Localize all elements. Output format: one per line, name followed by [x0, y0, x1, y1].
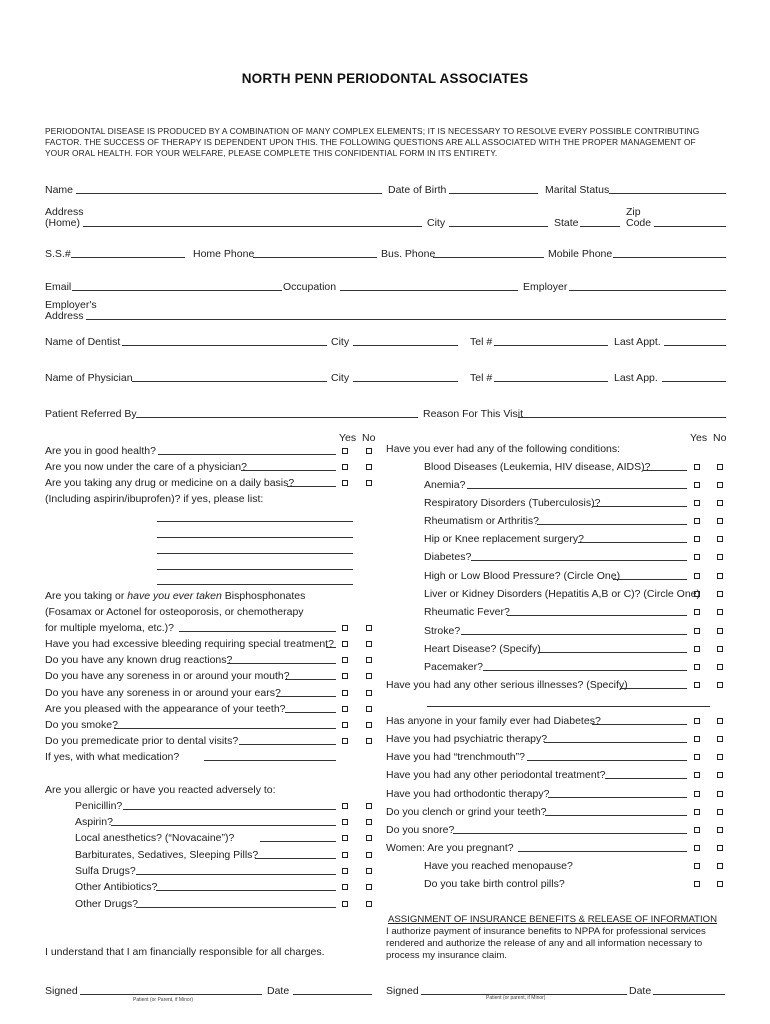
q-conditions: Have you ever had any of the following conditions: [386, 443, 621, 455]
q-orthodontic-yes-checkbox[interactable] [694, 791, 700, 797]
q-serious-illness: Have you had any other serious illnesses? (Specify) [386, 679, 628, 691]
dentist-line[interactable] [122, 345, 327, 346]
q-bisphosphonates-2: (Fosamax or Actonel for osteoporosis, or chemotherapy [45, 606, 304, 618]
q-liver-kidney-yes-checkbox[interactable] [694, 591, 700, 597]
physician-city-label: City [331, 372, 350, 384]
q-snore-no-checkbox[interactable] [717, 827, 723, 833]
dentist-label: Name of Dentist [45, 336, 121, 348]
q-good-health: Are you in good health? [45, 445, 156, 457]
q-good-health-no-checkbox[interactable] [366, 448, 372, 454]
q-blood-diseases-no-checkbox[interactable] [717, 464, 723, 470]
med-list-line-2[interactable] [157, 537, 353, 538]
intro-line-1: PERIODONTAL DISEASE IS PRODUCED BY A COMBINATION OF MANY COMPLEX ELEMENTS; IT IS NECESSARY TO RESOLVE EVERY POSSIBLE CONTRIBUTING [45, 126, 700, 136]
city-label: City [427, 217, 446, 229]
q-diabetes-no-checkbox[interactable] [717, 554, 723, 560]
q-blood-pressure-no-checkbox[interactable] [717, 573, 723, 579]
q-penicillin-no-checkbox[interactable] [366, 803, 372, 809]
q-premedicate-line[interactable] [239, 744, 336, 745]
q-good-health-yes-checkbox[interactable] [342, 448, 348, 454]
q-serious-illness-line[interactable] [620, 688, 687, 689]
q-birth-control-no-checkbox[interactable] [717, 881, 723, 887]
q-penicillin-yes-checkbox[interactable] [342, 803, 348, 809]
referred-line[interactable] [136, 417, 418, 418]
q-blood-pressure: High or Low Blood Pressure? (Circle One) [424, 570, 621, 582]
dentist-tel-line[interactable] [494, 345, 608, 346]
q-heart-disease-no-checkbox[interactable] [717, 646, 723, 652]
assignment-title: ASSIGNMENT OF INSURANCE BENEFITS & RELEASE OF INFORMATION [388, 914, 718, 925]
q-drug-daily: Are you taking any drug or medicine on a daily basis? [45, 477, 295, 489]
q-blood-pressure-line[interactable] [613, 579, 687, 580]
q-menopause-no-checkbox[interactable] [717, 863, 723, 869]
q-psychiatric: Have you had psychiatric therapy? [386, 733, 548, 745]
q-bisphosphonates-line[interactable] [179, 631, 336, 632]
q-other-drugs-no-checkbox[interactable] [366, 901, 372, 907]
email-label: Email [45, 281, 72, 293]
q-antibiotics-no-checkbox[interactable] [366, 884, 372, 890]
q-hip-knee: Hip or Knee replacement surgery? [424, 533, 584, 545]
q-psychiatric-line[interactable] [544, 742, 687, 743]
q-drug-daily-line[interactable] [287, 486, 336, 487]
employer-line[interactable] [569, 290, 726, 291]
q-teeth-appearance-no-checkbox[interactable] [366, 706, 372, 712]
q-menopause-yes-checkbox[interactable] [694, 863, 700, 869]
q-trenchmouth-yes-checkbox[interactable] [694, 754, 700, 760]
home-label: (Home) [45, 217, 81, 229]
intro-line-3: YOUR ORAL HEALTH. FOR YOUR WELFARE, PLEASE COMPLETE THIS CONFIDENTIAL FORM IN ITS ENTIRETY. [45, 148, 498, 158]
q-drug-reactions-no-checkbox[interactable] [366, 657, 372, 663]
q-bleeding-no-checkbox[interactable] [366, 641, 372, 647]
q-smoke-line[interactable] [114, 728, 336, 729]
med-list-line-5[interactable] [157, 584, 353, 585]
q-orthodontic-line[interactable] [548, 797, 687, 798]
left-yes-header: Yes [339, 432, 357, 444]
q-blood-diseases-line[interactable] [643, 470, 687, 471]
q-soreness-ears-yes-checkbox[interactable] [342, 690, 348, 696]
q-hip-knee-yes-checkbox[interactable] [694, 536, 700, 542]
q-bisphosphonates: Are you taking or have you ever taken Bisphosphonates [45, 590, 306, 602]
q-local-anesthetics-line[interactable] [260, 841, 336, 842]
q-blood-pressure-yes-checkbox[interactable] [694, 573, 700, 579]
q-teeth-appearance-yes-checkbox[interactable] [342, 706, 348, 712]
q-rheumatic-fever-line[interactable] [507, 615, 687, 616]
q-rheumatic-fever: Rheumatic Fever? [424, 606, 510, 618]
form-title: NORTH PENN PERIODONTAL ASSOCIATES [241, 71, 529, 86]
right-no-header: No [713, 432, 727, 444]
q-smoke-yes-checkbox[interactable] [342, 722, 348, 728]
q-physician-care-yes-checkbox[interactable] [342, 464, 348, 470]
employer-label: Employer [523, 281, 568, 293]
last-app-line[interactable] [662, 381, 726, 382]
q-good-health-line[interactable] [158, 454, 336, 455]
right-date-label: Date [629, 985, 652, 997]
q-rheumatism-yes-checkbox[interactable] [694, 518, 700, 524]
intro-line-2: FACTOR. THE SUCCESS OF THERAPY IS DEPENDENT UPON THIS. THE FOLLOWING QUESTIONS ARE ALL ASSOCIATED WITH THE PROPER MANAGEMENT OF [45, 137, 696, 147]
q-snore-yes-checkbox[interactable] [694, 827, 700, 833]
physician-city-line[interactable] [353, 381, 458, 382]
q-other-drugs-yes-checkbox[interactable] [342, 901, 348, 907]
q-aspirin-yes-checkbox[interactable] [342, 819, 348, 825]
q-psychiatric-yes-checkbox[interactable] [694, 736, 700, 742]
q-heart-disease-line[interactable] [538, 652, 687, 653]
q-sulfa: Sulfa Drugs? [75, 865, 136, 877]
med-list-line-4[interactable] [157, 569, 353, 570]
q-soreness-mouth-no-checkbox[interactable] [366, 673, 372, 679]
q-aspirin-list: (Including aspirin/ibuprofen)? if yes, please list: [45, 493, 264, 505]
right-patient-note: Patient (or parent, if Minor) [486, 995, 546, 1001]
q-clench-line[interactable] [545, 815, 687, 816]
q-drug-reactions-line[interactable] [227, 663, 336, 664]
right-signed-label: Signed [386, 985, 419, 997]
q-penicillin-line[interactable] [123, 809, 336, 810]
q-pacemaker-yes-checkbox[interactable] [694, 664, 700, 670]
q-blood-diseases: Blood Diseases (Leukemia, HIV disease, AIDS)? [424, 461, 651, 473]
q-what-medication: If yes, with what medication? [45, 751, 180, 763]
q-rheumatism-no-checkbox[interactable] [717, 518, 723, 524]
q-allergic: Are you allergic or have you reacted adversely to: [45, 784, 276, 796]
q-smoke-no-checkbox[interactable] [366, 722, 372, 728]
q-barbiturates-line[interactable] [255, 858, 336, 859]
q-local-anesthetics-yes-checkbox[interactable] [342, 835, 348, 841]
state-label: State [554, 217, 579, 229]
q-stroke-yes-checkbox[interactable] [694, 628, 700, 634]
marital-label: Marital Status [545, 184, 610, 196]
physician-label: Name of Physician [45, 372, 133, 384]
q-barbiturates-yes-checkbox[interactable] [342, 852, 348, 858]
q-periodontal-yes-checkbox[interactable] [694, 772, 700, 778]
q-liver-kidney-no-checkbox[interactable] [717, 591, 723, 597]
physician-line[interactable] [132, 381, 327, 382]
address-line[interactable] [83, 226, 422, 227]
home-phone-label: Home Phone [193, 248, 255, 260]
q-bisphosphonates-no-checkbox[interactable] [366, 625, 372, 631]
right-yes-header: Yes [690, 432, 708, 444]
q-psychiatric-no-checkbox[interactable] [717, 736, 723, 742]
q-heart-disease-yes-checkbox[interactable] [694, 646, 700, 652]
q-liver-kidney: Liver or Kidney Disorders (Hepatitis A,B or C)? (Circle One) [424, 588, 701, 600]
q-birth-control-yes-checkbox[interactable] [694, 881, 700, 887]
q-bisphosphonates-3: for multiple myeloma, etc.)? [45, 622, 174, 634]
q-soreness-mouth: Do you have any soreness in or around your mouth? [45, 670, 290, 682]
zip-line[interactable] [654, 226, 726, 227]
med-list-line-1[interactable] [157, 521, 353, 522]
q-rheumatism-line[interactable] [537, 524, 687, 525]
assignment-line-3: process my insurance claim. [386, 950, 508, 961]
left-patient-note: Patient (or Parent, if Minor) [133, 997, 194, 1003]
q-diabetes: Diabetes? [424, 551, 472, 563]
q-hip-knee-no-checkbox[interactable] [717, 536, 723, 542]
q-bleeding: Have you had excessive bleeding requiring special treatment? [45, 638, 334, 650]
q-aspirin-line[interactable] [111, 825, 336, 826]
q-periodontal: Have you had any other periodontal treatment? [386, 769, 606, 781]
q-serious-illness-no-checkbox[interactable] [717, 682, 723, 688]
q-barbiturates: Barbiturates, Sedatives, Sleeping Pills? [75, 849, 259, 861]
q-orthodontic-no-checkbox[interactable] [717, 791, 723, 797]
q-pregnant-yes-checkbox[interactable] [694, 845, 700, 851]
name-line[interactable] [76, 193, 382, 194]
mobile-phone-line[interactable] [613, 257, 726, 258]
q-birth-control: Do you take birth control pills? [424, 878, 565, 890]
occupation-label: Occupation [283, 281, 337, 293]
occupation-line[interactable] [340, 290, 518, 291]
left-no-header: No [362, 432, 376, 444]
q-barbiturates-no-checkbox[interactable] [366, 852, 372, 858]
q-bleeding-yes-checkbox[interactable] [342, 641, 348, 647]
employers-label: Employer's [45, 299, 97, 311]
q-bisphosphonates-yes-checkbox[interactable] [342, 625, 348, 631]
q-sulfa-yes-checkbox[interactable] [342, 868, 348, 874]
dob-line[interactable] [449, 193, 538, 194]
q-drug-reactions: Do you have any known drug reactions? [45, 654, 233, 666]
q-soreness-mouth-line[interactable] [285, 679, 336, 680]
q-anemia-yes-checkbox[interactable] [694, 482, 700, 488]
q-trenchmouth-line[interactable] [527, 760, 687, 761]
q-menopause: Have you reached menopause? [424, 860, 573, 872]
q-family-diabetes-line[interactable] [592, 724, 687, 725]
q-drug-reactions-yes-checkbox[interactable] [342, 657, 348, 663]
q-family-diabetes-yes-checkbox[interactable] [694, 718, 700, 724]
q-clench-no-checkbox[interactable] [717, 809, 723, 815]
marital-line[interactable] [609, 193, 726, 194]
email-line[interactable] [72, 290, 282, 291]
q-respiratory-no-checkbox[interactable] [717, 500, 723, 506]
q-bleeding-line[interactable] [326, 647, 336, 648]
referred-label: Patient Referred By [45, 408, 137, 420]
q-snore: Do you snore? [386, 824, 455, 836]
name-label: Name [45, 184, 74, 196]
assignment-line-2: rendered and authorize the release of any and all information necessary to [386, 938, 703, 949]
q-premedicate-yes-checkbox[interactable] [342, 738, 348, 744]
q-stroke: Stroke? [424, 625, 461, 637]
q-premedicate-no-checkbox[interactable] [366, 738, 372, 744]
q-local-anesthetics-no-checkbox[interactable] [366, 835, 372, 841]
q-sulfa-line[interactable] [136, 874, 336, 875]
q-heart-disease: Heart Disease? (Specify) [424, 643, 541, 655]
employer-address-label: Address [45, 310, 84, 322]
q-clench-yes-checkbox[interactable] [694, 809, 700, 815]
last-appt-line[interactable] [664, 345, 726, 346]
zip-label: Zip [626, 206, 641, 218]
q-drug-daily-yes-checkbox[interactable] [342, 480, 348, 486]
q-soreness-ears-no-checkbox[interactable] [366, 690, 372, 696]
q-rheumatic-fever-yes-checkbox[interactable] [694, 609, 700, 615]
q-anemia-no-checkbox[interactable] [717, 482, 723, 488]
q-penicillin: Penicillin? [75, 800, 123, 812]
q-respiratory: Respiratory Disorders (Tuberculosis)? [424, 497, 601, 509]
bus-phone-line[interactable] [433, 257, 544, 258]
q-diabetes-line[interactable] [471, 560, 687, 561]
q-pregnant-no-checkbox[interactable] [717, 845, 723, 851]
q-pacemaker-line[interactable] [483, 670, 687, 671]
reason-line[interactable] [518, 417, 726, 418]
right-date-line[interactable] [653, 994, 725, 995]
q-rheumatic-fever-no-checkbox[interactable] [717, 609, 723, 615]
q-other-drugs: Other Drugs? [75, 898, 139, 910]
home-phone-line[interactable] [253, 257, 377, 258]
q-hip-knee-line[interactable] [578, 542, 687, 543]
q-stroke-no-checkbox[interactable] [717, 628, 723, 634]
q-soreness-ears-line[interactable] [276, 696, 336, 697]
q-soreness-mouth-yes-checkbox[interactable] [342, 673, 348, 679]
physician-tel-label: Tel # [470, 372, 493, 384]
q-stroke-line[interactable] [461, 634, 687, 635]
state-line[interactable] [580, 226, 620, 227]
mobile-phone-label: Mobile Phone [548, 248, 613, 260]
dob-label: Date of Birth [388, 184, 447, 196]
left-date-label: Date [267, 985, 290, 997]
q-premedicate: Do you premedicate prior to dental visits? [45, 735, 239, 747]
q-clench: Do you clench or grind your teeth? [386, 806, 547, 818]
left-signature-line[interactable] [80, 994, 262, 995]
dentist-tel-label: Tel # [470, 336, 493, 348]
q-respiratory-line[interactable] [592, 506, 687, 507]
q-pregnant-line[interactable] [518, 851, 687, 852]
q-pacemaker-no-checkbox[interactable] [717, 664, 723, 670]
left-date-line[interactable] [293, 994, 372, 995]
q-diabetes-yes-checkbox[interactable] [694, 554, 700, 560]
q-aspirin: Aspirin? [75, 816, 113, 828]
dentist-city-line[interactable] [353, 345, 458, 346]
q-soreness-ears: Do you have any soreness in or around your ears? [45, 687, 281, 699]
q-pacemaker: Pacemaker? [424, 661, 483, 673]
q-serious-illness-yes-checkbox[interactable] [694, 682, 700, 688]
ssn-label: S.S.# [45, 248, 71, 260]
q-physician-care-line[interactable] [241, 470, 336, 471]
q-family-diabetes-no-checkbox[interactable] [717, 718, 723, 724]
q-serious-illness-line-2[interactable] [427, 706, 710, 707]
q-family-diabetes: Has anyone in your family ever had Diabetes? [386, 715, 601, 727]
q-smoke: Do you smoke? [45, 719, 118, 731]
q-teeth-appearance: Are you pleased with the appearance of your teeth? [45, 703, 286, 715]
q-trenchmouth: Have you had “trenchmouth”? [386, 751, 525, 763]
q-antibiotics-line[interactable] [156, 890, 336, 891]
q-drug-daily-no-checkbox[interactable] [366, 480, 372, 486]
q-rheumatism: Rheumatism or Arthritis? [424, 515, 539, 527]
q-antibiotics-yes-checkbox[interactable] [342, 884, 348, 890]
q-periodontal-line[interactable] [605, 778, 687, 779]
financial-statement: I understand that I am financially responsible for all charges. [45, 946, 325, 958]
q-what-medication-line[interactable] [204, 760, 336, 761]
q-sulfa-no-checkbox[interactable] [366, 868, 372, 874]
q-aspirin-no-checkbox[interactable] [366, 819, 372, 825]
q-orthodontic: Have you had orthodontic therapy? [386, 788, 550, 800]
last-app-label: Last App. [614, 372, 658, 384]
assignment-line-1: I authorize payment of insurance benefits to NPPA for professional services [386, 926, 706, 937]
address-label: Address [45, 206, 84, 218]
ssn-line[interactable] [71, 257, 185, 258]
q-local-anesthetics: Local anesthetics? (“Novacaine”)? [75, 832, 235, 844]
q-other-drugs-line[interactable] [136, 907, 336, 908]
dentist-city-label: City [331, 336, 350, 348]
city-line[interactable] [449, 226, 548, 227]
q-blood-diseases-yes-checkbox[interactable] [694, 464, 700, 470]
q-periodontal-no-checkbox[interactable] [717, 772, 723, 778]
code-label: Code [626, 217, 652, 229]
bus-phone-label: Bus. Phone [381, 248, 436, 260]
med-list-line-3[interactable] [157, 553, 353, 554]
q-antibiotics: Other Antibiotics? [75, 881, 158, 893]
q-respiratory-yes-checkbox[interactable] [694, 500, 700, 506]
q-pregnant: Women: Are you pregnant? [386, 842, 514, 854]
physician-tel-line[interactable] [494, 381, 608, 382]
employer-address-line[interactable] [86, 319, 726, 320]
q-trenchmouth-no-checkbox[interactable] [717, 754, 723, 760]
q-physician-care: Are you now under the care of a physician? [45, 461, 247, 473]
q-anemia-line[interactable] [467, 488, 687, 489]
q-anemia: Anemia? [424, 479, 466, 491]
q-teeth-appearance-line[interactable] [285, 712, 336, 713]
reason-label: Reason For This Visit [423, 408, 523, 420]
last-appt-label: Last Appt. [614, 336, 661, 348]
left-signed-label: Signed [45, 985, 78, 997]
q-physician-care-no-checkbox[interactable] [366, 464, 372, 470]
q-snore-line[interactable] [453, 833, 687, 834]
